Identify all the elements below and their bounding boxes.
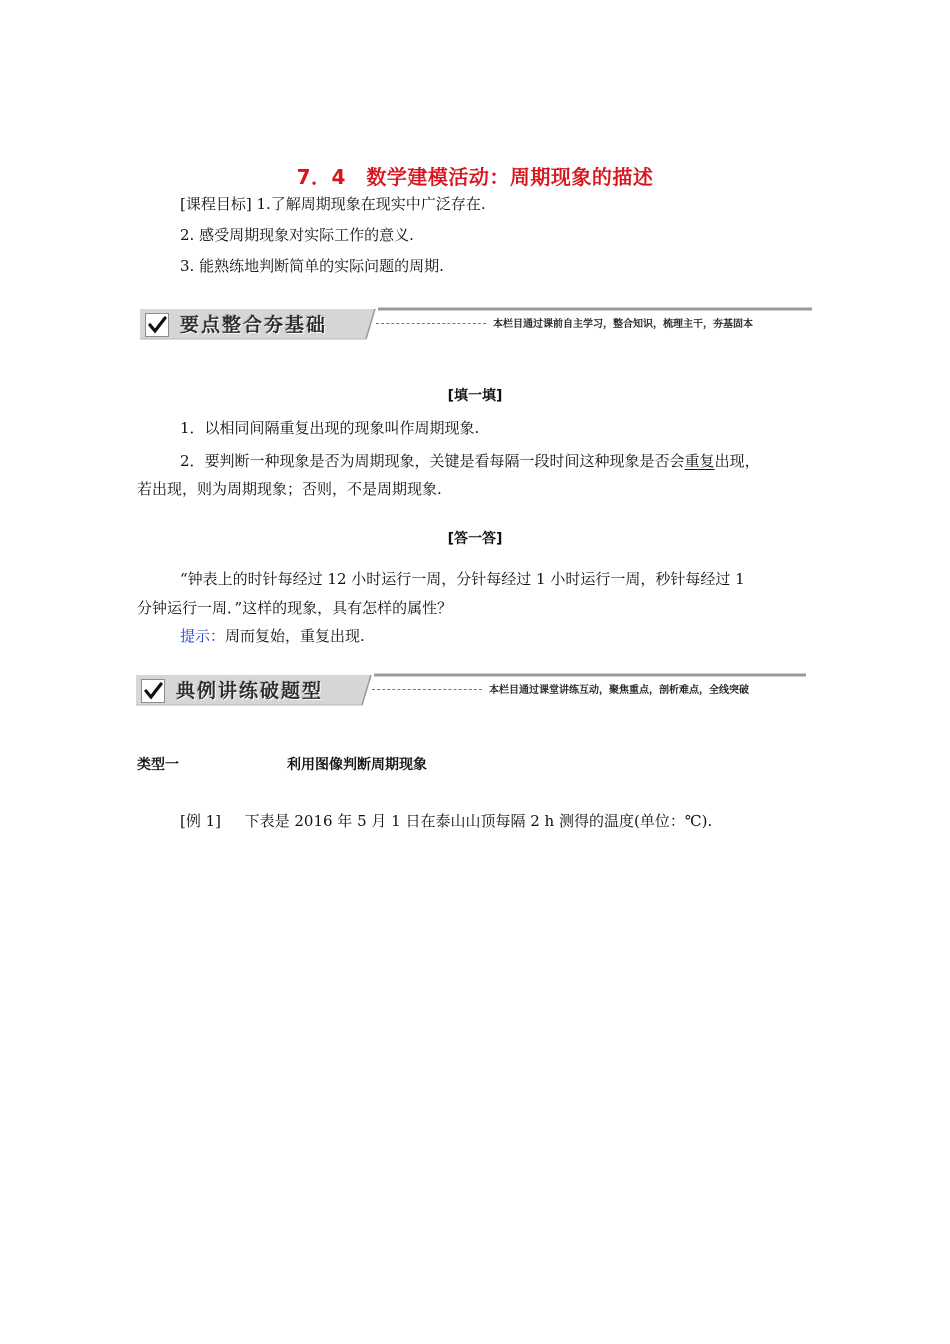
fill-in-heading: [填一填]	[447, 388, 503, 404]
fill-item-2-after: 出现，	[714, 452, 760, 470]
fill-item-2-before: 2．要判断一种现象是否为周期现象，关键是看每隔一段时间这种现象是否会	[180, 452, 685, 470]
objective-item-2: 2. 感受周期现象对实际工作的意义.	[180, 226, 414, 244]
type-label: 类型一	[137, 757, 179, 773]
banner-divider	[372, 689, 482, 690]
fill-item-1: 1．以相同间隔重复出现的现象叫作周期现象.	[180, 419, 480, 437]
fill-item-2-answer: 重复	[684, 452, 715, 470]
objective-item-3: 3. 能熟练地判断简单的实际问题的周期.	[180, 257, 444, 275]
section-banner-basics	[140, 307, 812, 341]
example-text: 下表是 2016 年 5 月 1 日在泰山山顶每隔 2 h 测得的温度(单位：℃).	[244, 812, 713, 830]
hint-text: 周而复始，重复出现.	[225, 627, 365, 645]
hint-label: 提示：	[180, 627, 226, 645]
objectives-label: [课程目标]	[180, 195, 252, 213]
hint	[180, 626, 365, 646]
type-title: 利用图像判断周期现象	[287, 757, 427, 773]
banner-divider	[376, 323, 486, 324]
course-objectives-line-1	[180, 194, 486, 214]
example-label: [例 1]	[180, 812, 222, 830]
section-banner-examples	[136, 673, 806, 707]
fill-item-2	[180, 451, 760, 471]
banner-title-basics: 要点整合夯基础	[180, 314, 328, 336]
objective-item-1: 1.了解周期现象在现实中广泛存在.	[256, 195, 486, 213]
check-icon	[145, 313, 169, 337]
question-line-2: 分钟运行一周．”这样的现象，具有怎样的属性？	[137, 599, 453, 617]
question-line-1: “钟表上的时针每经过 12 小时运行一周，分针每经过 1 小时运行一周，秒针每经过 1	[180, 570, 745, 588]
banner-note-basics: 本栏目通过课前自主学习，整合知识，梳理主干，夯基固本	[493, 319, 753, 330]
check-icon	[141, 679, 165, 703]
banner-note-examples: 本栏目通过课堂讲练互动，聚焦重点，剖析难点，全线突破	[489, 685, 749, 696]
fill-item-2-continuation: 若出现，则为周期现象；否则，不是周期现象.	[137, 480, 442, 498]
example-1	[180, 811, 712, 831]
banner-title-examples: 典例讲练破题型	[176, 680, 324, 702]
answer-heading: [答一答]	[447, 531, 503, 547]
page-title: 7．4 数学建模活动：周期现象的描述	[296, 165, 654, 189]
